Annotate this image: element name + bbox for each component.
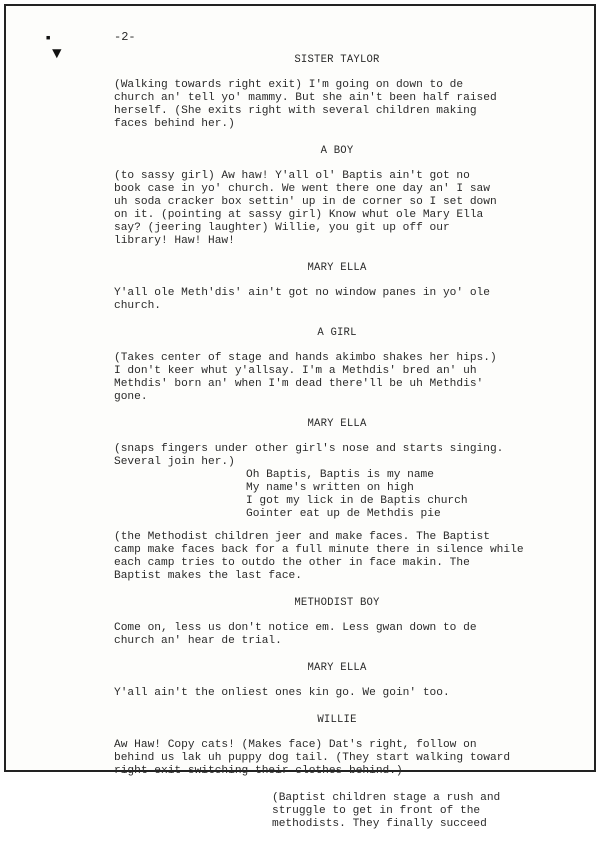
text-line: on it. (pointing at sassy girl) Know whut ole Mary Ella [114, 209, 484, 221]
text-line: say? (jeering laughter) Willie, you git up off our [114, 222, 450, 234]
text-line: Several join her.) [114, 456, 235, 468]
character-name: A BOY [320, 145, 354, 157]
dialogue-block [114, 287, 544, 313]
text-line: uh soda cracker box settin' up in de corner so I set down [114, 196, 497, 208]
text-line: My name's written on high [246, 482, 414, 494]
character-name: WILLIE [317, 714, 357, 726]
dialogue-block [114, 622, 544, 648]
text-line: camp make faces back for a full minute there in silence while [114, 544, 524, 556]
text-line: Aw Haw! Copy cats! (Makes face) Dat's right, follow on [114, 739, 477, 751]
dialogue-block [114, 352, 544, 404]
character-name: A GIRL [317, 327, 357, 339]
text-line: (the Methodist children jeer and make faces. The Baptist [114, 531, 490, 543]
character-name: MARY ELLA [307, 662, 367, 674]
text-line: Come on, less us don't notice em. Less gwan down to de [114, 622, 477, 634]
text-line: Baptist makes the last face. [114, 570, 302, 582]
typescript-page [4, 4, 596, 830]
song-verse [246, 469, 544, 521]
text-line: (snaps fingers under other girl's nose and starts singing. [114, 443, 504, 455]
text-line: (to sassy girl) Aw haw! Y'all ol' Baptis ain't got no [114, 170, 470, 182]
text-line: (Takes center of stage and hands akimbo shakes her hips.) [114, 352, 497, 364]
stage-direction [272, 792, 544, 831]
dialogue-block [114, 687, 544, 700]
text-line: (Baptist children stage a rush and [272, 792, 501, 804]
text-line: book case in yo' church. We went there one day an' I saw [114, 183, 490, 195]
text-line: struggle to get in front of the [272, 805, 481, 817]
dialogue-block [114, 443, 544, 469]
text-line: Y'all ole Meth'dis' ain't got no window panes in yo' ole [114, 287, 490, 299]
text-line: church an' hear de trial. [114, 635, 282, 647]
text-line: I don't keer whut y'allsay. I'm a Methdis' bred an' uh [114, 365, 477, 377]
margin-mark-triangle: ▼ [52, 45, 62, 63]
dialogue-block [114, 739, 544, 778]
text-line: each camp tries to outdo the other in face makin. The [114, 557, 470, 569]
text-line: library! Haw! Haw! [114, 235, 235, 247]
text-line: Methdis' born an' when I'm dead there'll be uh Methdis' [114, 378, 484, 390]
text-line: church an' tell yo' mammy. But she ain't been half raised [114, 92, 497, 104]
margin-mark-square: ▪ [44, 31, 53, 47]
dialogue-block [114, 170, 544, 248]
text-line: Y'all ain't the onliest ones kin go. We goin' too. [114, 687, 450, 699]
script-body [114, 54, 544, 845]
character-name: MARY ELLA [307, 262, 367, 274]
dialogue-block [114, 531, 544, 583]
text-line: gone. [114, 391, 148, 403]
character-name: MARY ELLA [307, 418, 367, 430]
dialogue-block [114, 79, 544, 131]
text-line: Gointer eat up de Methdis pie [246, 508, 441, 520]
text-line: right exit switching their clothes behind.) [114, 765, 403, 777]
text-line: faces behind her.) [114, 118, 235, 130]
text-line: Oh Baptis, Baptis is my name [246, 469, 434, 481]
text-line: I got my lick in de Baptis church [246, 495, 468, 507]
text-line: methodists. They finally succeed [272, 818, 487, 830]
page-number: -2- [114, 30, 136, 44]
character-name: METHODIST BOY [294, 597, 380, 609]
text-line: behind us lak uh puppy dog tail. (They start walking toward [114, 752, 511, 764]
text-line: (Walking towards right exit) I'm going on down to de [114, 79, 464, 91]
text-line: herself. (She exits right with several children making [114, 105, 477, 117]
character-name: SISTER TAYLOR [294, 54, 380, 66]
text-line: church. [114, 300, 161, 312]
